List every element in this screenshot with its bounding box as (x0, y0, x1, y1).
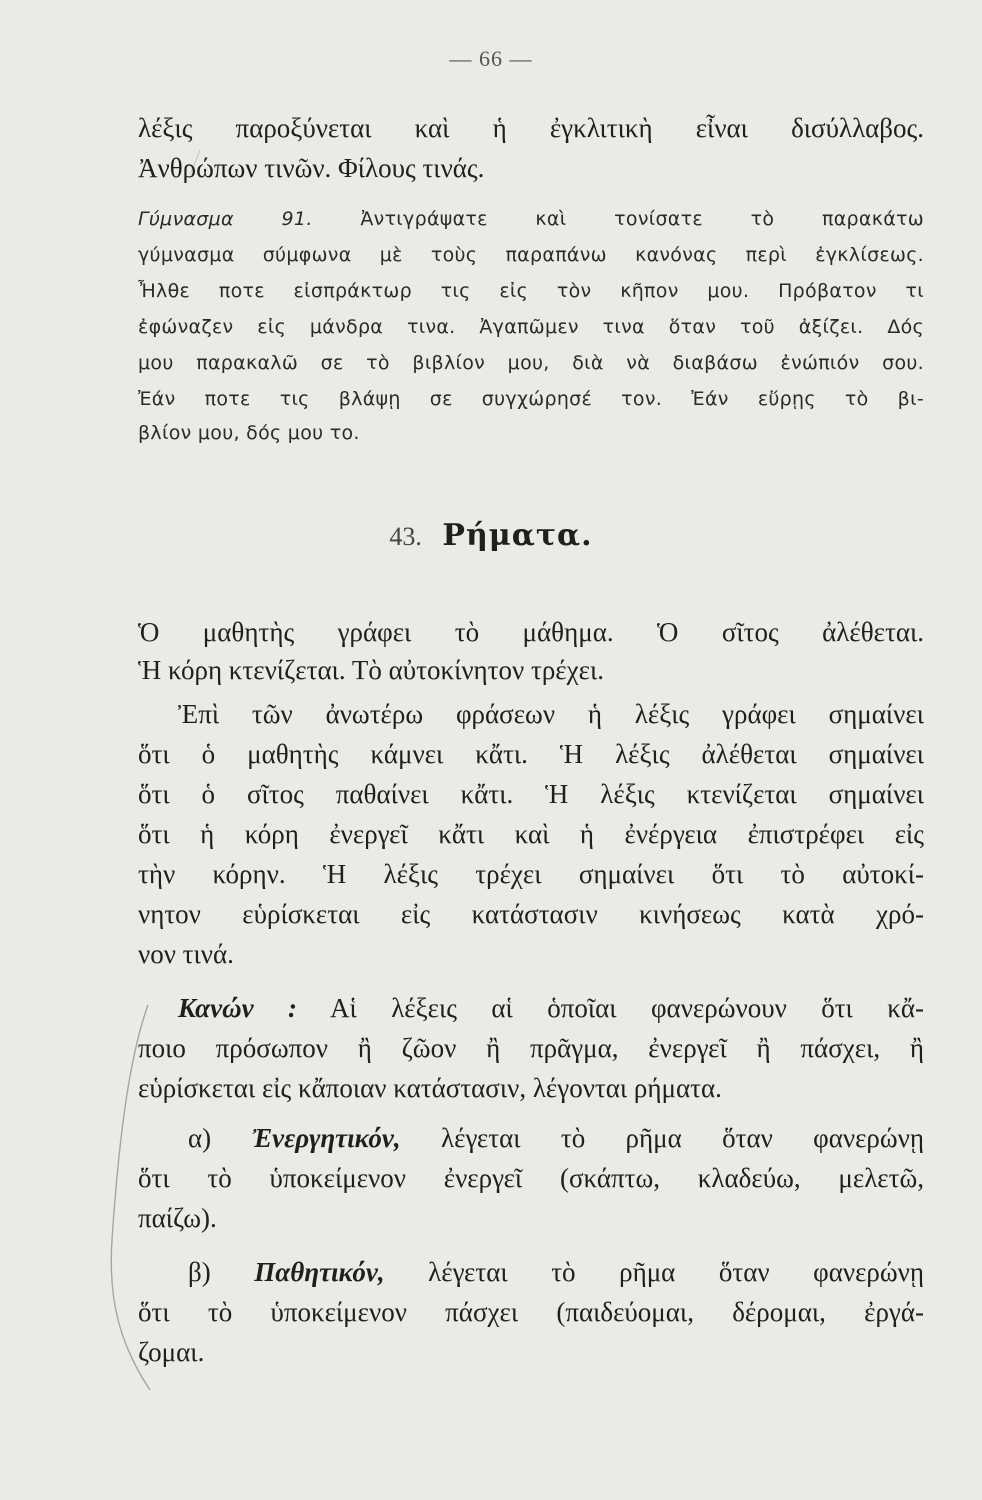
rule-line: εὑρίσκεται εἰς κἄποιαν κατάστασιν, λέγονται ρήματα. (138, 1073, 722, 1103)
rule-line (178, 990, 924, 1026)
passive-line: ὅτι τὸ ὑποκείμενον πάσχει (παιδεύομαι, δέρομαι, ἐργά- (138, 1297, 924, 1327)
section-heading (0, 518, 982, 553)
exercise-label: Γύμνασμα 91. (138, 208, 313, 230)
exercise-line: Ἐάν ποτε τις βλάψῃ σε συγχώρησέ τον. Ἐάν εὕρῃς τὸ βι- (138, 388, 924, 410)
rule-label: Κανών : (178, 993, 298, 1023)
passive-term: Παθητικόν, (254, 1257, 385, 1287)
example-line: Ὁ μαθητὴς γράφει τὸ μάθημα. Ὁ σῖτος ἀλέθεται. (138, 617, 924, 647)
explanation-line: ὅτι ὁ μαθητὴς κάμνει κἄτι. Ἡ λέξις ἀλέθεται σημαίνει (138, 739, 924, 769)
page-number: — 66 — (449, 46, 533, 71)
explanation-line: ὅτι ἡ κόρη ἐνεργεῖ κἄτι καὶ ἡ ἐνέργεια ἐπιστρέφει εἰς (138, 819, 924, 849)
paragraph-line: λέξις παροξύνεται καὶ ἡ ἐγκλιτικὴ εἶναι δισύλλαβος. (138, 113, 924, 143)
exercise-line (138, 204, 924, 234)
passive-prefix: β) (188, 1257, 211, 1287)
passive-line: ζομαι. (138, 1337, 205, 1367)
exercise-line: ἐφώναζεν εἰς μάνδρα τινα. Ἀγαπῶμεν τινα ὅταν τοῦ ἀξίζει. Δός (138, 316, 924, 338)
active-term: Ἐνεργητικόν, (251, 1123, 401, 1153)
active-prefix: α) (188, 1123, 212, 1153)
explanation-line: νητον εὑρίσκεται εἰς κατάστασιν κινήσεως κατὰ χρό- (138, 899, 924, 929)
explanation-line: Ἐπὶ τῶν ἀνωτέρω φράσεων ἡ λέξις γράφει σημαίνει (178, 699, 924, 729)
passive-text: λέγεται τὸ ρῆμα ὅταν φανερώνῃ (428, 1257, 924, 1287)
explanation-line: νον τινά. (138, 939, 234, 969)
exercise-line: μου παρακαλῶ σε τὸ βιβλίον μου, διὰ νὰ διαβάσω ἐνώπιόν σου. (138, 352, 924, 374)
exercise-line: Ἦλθε ποτε εἰσπράκτωρ τις εἰς τὸν κῆπον μου. Πρόβατον τι (138, 280, 924, 302)
rule-line: ποιο πρόσωπον ἢ ζῶον ἢ πρᾶγμα, ἐνεργεῖ ἢ πάσχει, ἢ (138, 1033, 924, 1063)
paragraph-line: Ἀνθρώπων τινῶν. Φίλους τινάς. (138, 153, 485, 183)
passive-line (188, 1254, 924, 1290)
exercise-line: γύμνασμα σύμφωνα μὲ τοὺς παραπάνω κανόνας περὶ ἐγκλίσεως. (138, 244, 924, 266)
rule-text: Αἱ λέξεις αἱ ὁποῖαι φανερώνουν ὅτι κἄ- (330, 993, 925, 1023)
active-line: ὅτι τὸ ὑποκείμενον ἐνεργεῖ (σκάπτω, κλαδεύω, μελετῶ, (138, 1163, 924, 1193)
active-text: λέγεται τὸ ρῆμα ὅταν φανερώνῃ (441, 1123, 924, 1153)
example-line: Ἡ κόρη κτενίζεται. Τὸ αὐτοκίνητον τρέχει. (138, 655, 604, 685)
section-title: Ρήματα. (442, 518, 593, 553)
exercise-text: Ἀντιγράψατε καὶ τονίσατε τὸ παρακάτω (360, 208, 924, 230)
active-line (188, 1120, 924, 1156)
explanation-line: τὴν κόρην. Ἡ λέξις τρέχει σημαίνει ὅτι τὸ αὐτοκί- (138, 859, 924, 889)
explanation-line: ὅτι ὁ σῖτος παθαίνει κἄτι. Ἡ λέξις κτενίζεται σημαίνει (138, 779, 924, 809)
exercise-line: βλίον μου, δός μου το. (138, 422, 360, 444)
active-line: παίζω). (138, 1203, 217, 1233)
section-number: 43. (389, 522, 422, 551)
